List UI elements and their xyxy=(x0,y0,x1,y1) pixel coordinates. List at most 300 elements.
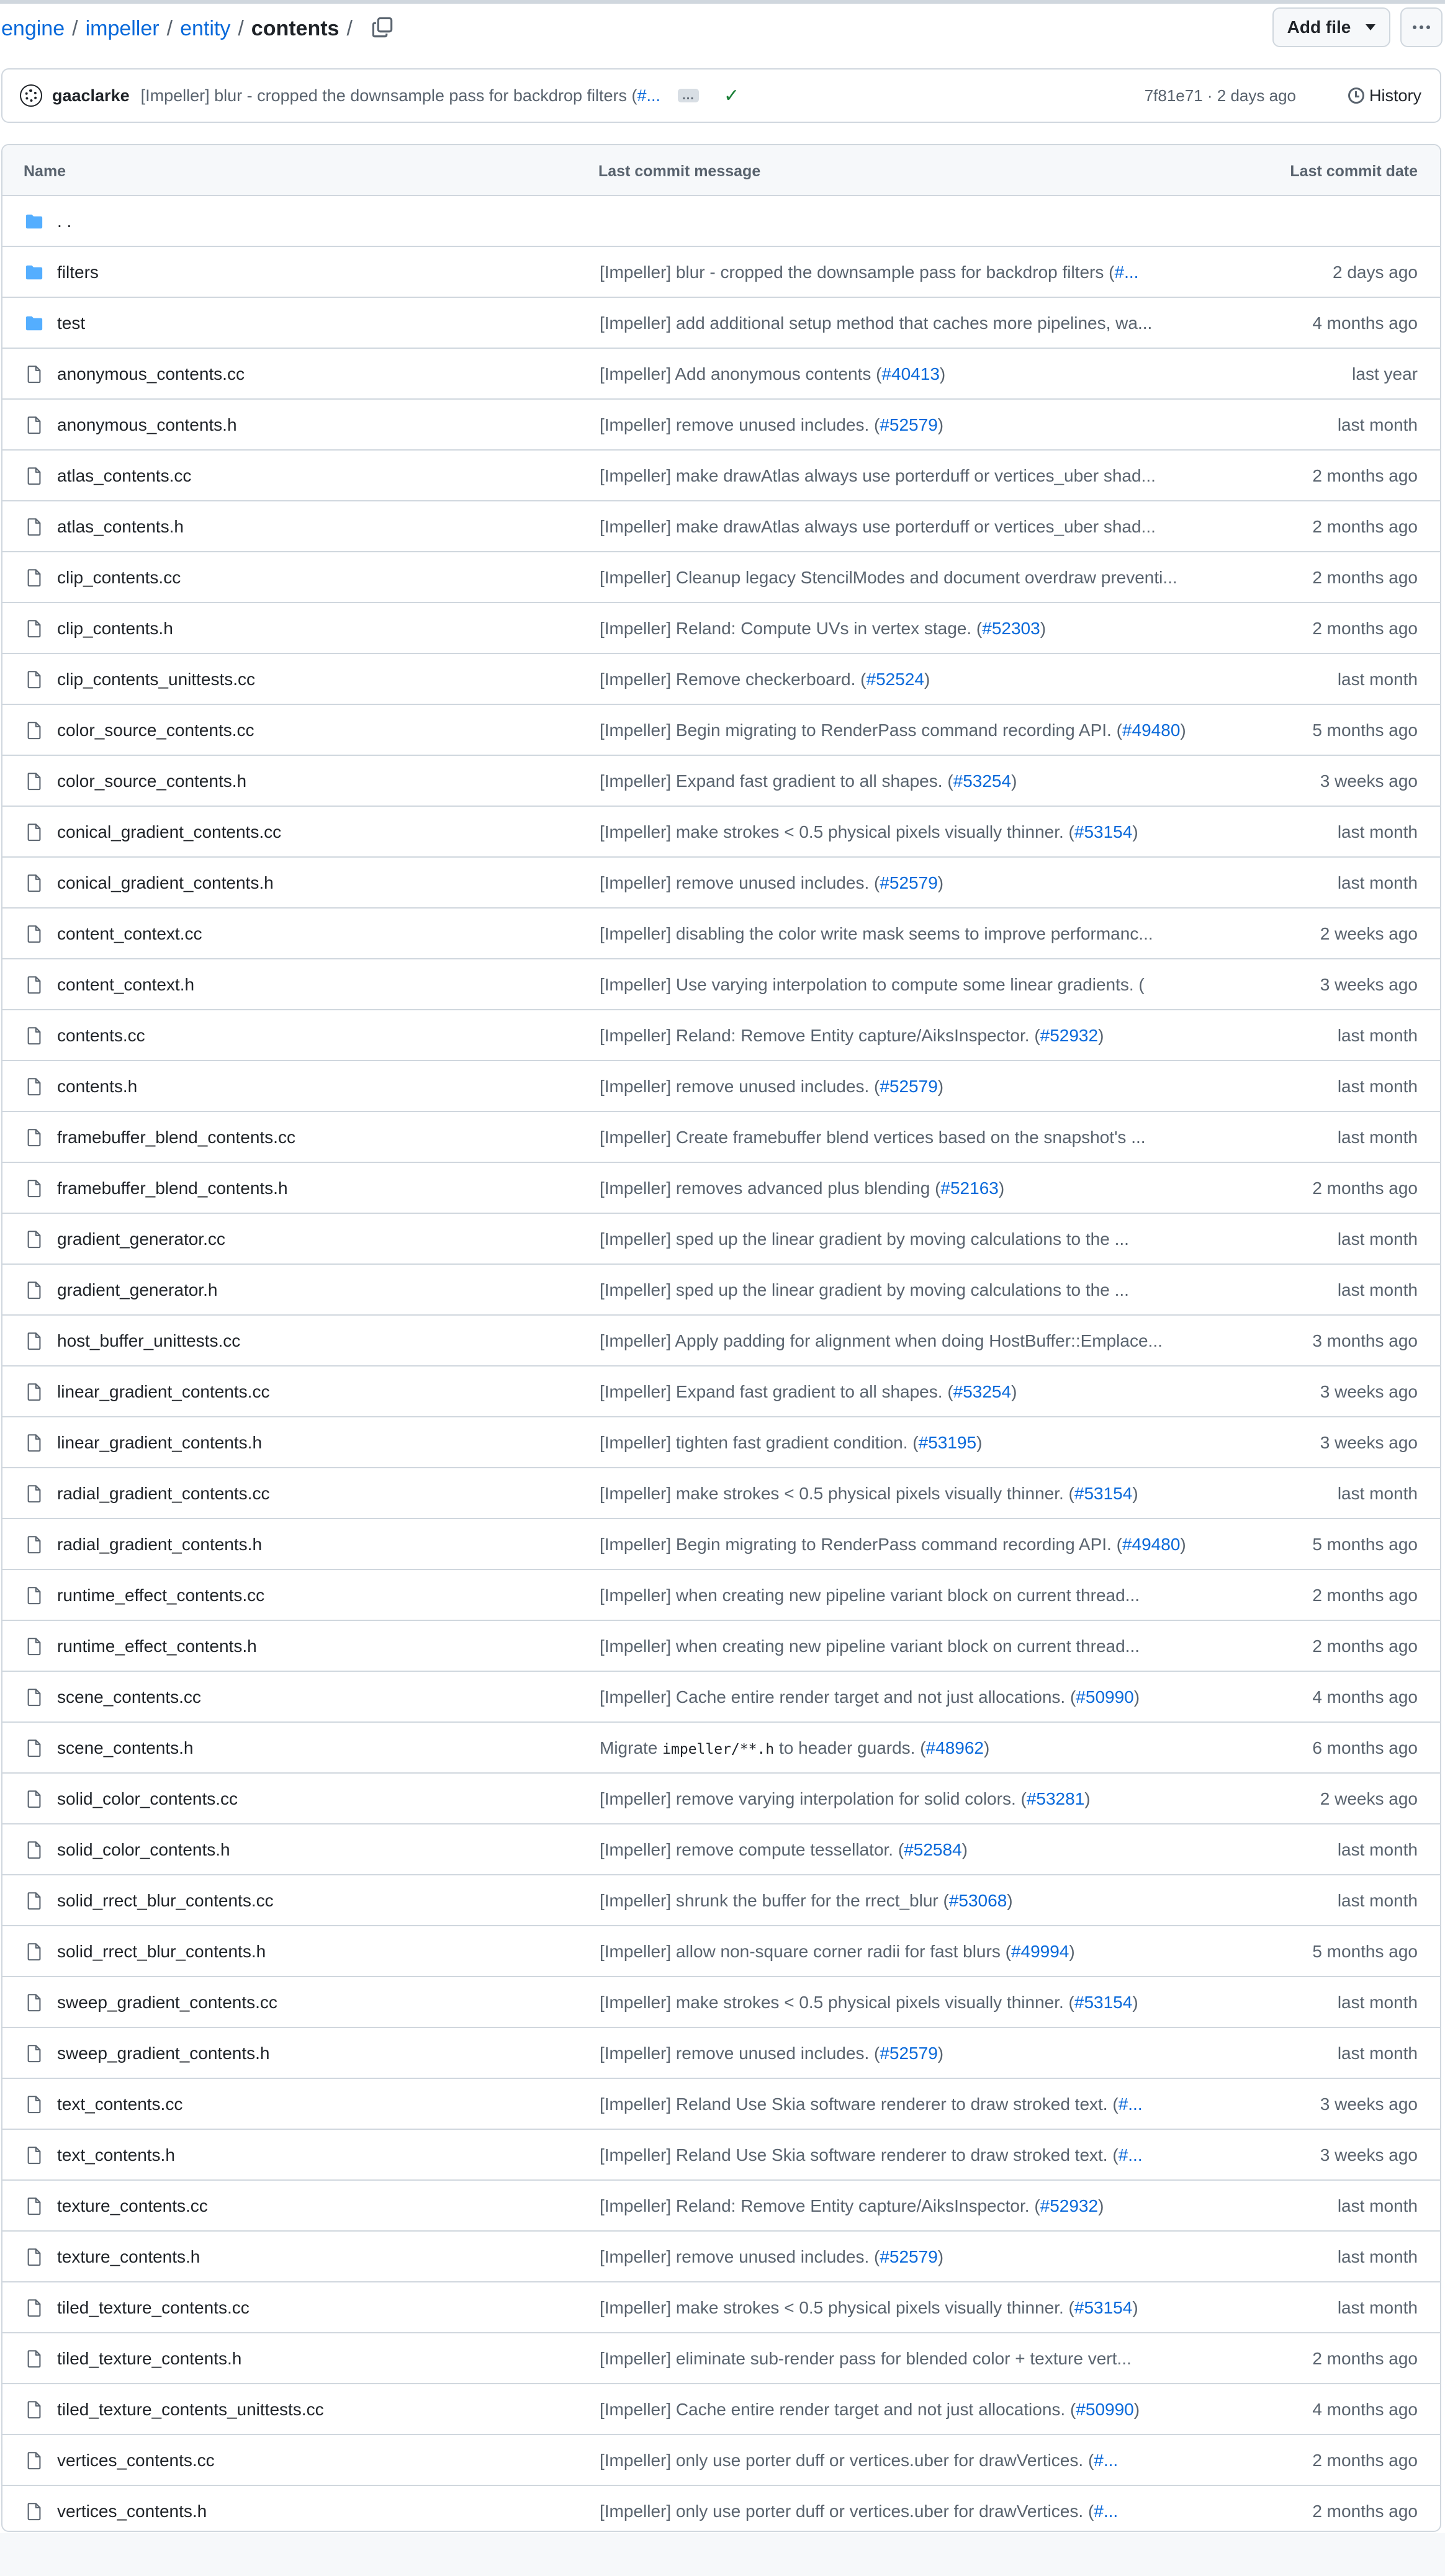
file-name-link[interactable]: gradient_generator.cc xyxy=(57,1229,225,1249)
commit-date[interactable]: 5 months ago xyxy=(1312,720,1418,740)
commit-message-text: ) xyxy=(1132,1993,1138,2012)
commit-message-text: [Impeller] disabling the color write mask seems to improve performanc... xyxy=(600,924,1153,943)
commit-date[interactable]: 4 months ago xyxy=(1312,313,1418,333)
file-name-link[interactable]: runtime_effect_contents.h xyxy=(57,1636,257,1656)
file-row[interactable] xyxy=(2,959,1440,1010)
file-name-link[interactable]: clip_contents_unittests.cc xyxy=(57,670,256,689)
breadcrumb-engine[interactable]: engine xyxy=(1,16,65,40)
file-name-link[interactable]: sweep_gradient_contents.h xyxy=(57,2044,270,2063)
directory-name-link[interactable]: test xyxy=(57,313,86,333)
pull-request-link[interactable]: #48962 xyxy=(925,1738,984,1757)
inline-code: impeller/**.h xyxy=(662,1741,775,1757)
file-name-link[interactable]: linear_gradient_contents.cc xyxy=(57,1382,270,1401)
file-icon xyxy=(25,1942,43,1961)
commit-message-link[interactable] xyxy=(600,466,1156,486)
commit-sha-date[interactable]: 7f81e71 · 2 days ago xyxy=(1144,86,1296,105)
commit-date[interactable]: last month xyxy=(1337,2247,1418,2266)
file-row[interactable] xyxy=(2,2333,1440,2384)
file-icon xyxy=(25,2044,43,2063)
file-row[interactable] xyxy=(2,909,1440,959)
folder-icon xyxy=(25,314,43,333)
file-row[interactable] xyxy=(2,1265,1440,1316)
commit-message-link[interactable] xyxy=(600,670,930,689)
commit-date[interactable]: 3 weeks ago xyxy=(1320,771,1418,791)
file-row[interactable] xyxy=(2,1672,1440,1723)
file-icon xyxy=(25,2400,43,2419)
commit-message-link[interactable] xyxy=(600,975,1145,995)
commit-date[interactable]: 2 months ago xyxy=(1312,517,1418,536)
commit-message-link[interactable] xyxy=(600,517,1156,537)
commit-message-text: ) xyxy=(1007,1891,1013,1910)
file-row[interactable] xyxy=(2,2232,1440,2282)
file-row[interactable] xyxy=(2,1112,1440,1163)
pull-request-link[interactable]: #53154 xyxy=(1074,1484,1133,1503)
file-name-link[interactable]: clip_contents.cc xyxy=(57,568,181,587)
commit-date[interactable]: 2 months ago xyxy=(1312,466,1418,485)
file-icon xyxy=(25,1179,43,1198)
file-row[interactable] xyxy=(2,2130,1440,2181)
file-name-link[interactable]: clip_contents.h xyxy=(57,619,173,638)
file-row[interactable] xyxy=(2,1316,1440,1367)
file-row[interactable] xyxy=(2,1214,1440,1265)
commit-date[interactable]: last month xyxy=(1337,1891,1418,1910)
commit-message-text: [Impeller] Cleanup legacy StencilModes and document overdraw preventi... xyxy=(600,568,1177,587)
file-icon xyxy=(25,1586,43,1605)
commit-date[interactable]: last month xyxy=(1337,415,1418,434)
commit-date[interactable]: last year xyxy=(1352,364,1418,384)
commit-date[interactable]: last month xyxy=(1337,2298,1418,2317)
commit-date[interactable]: 2 months ago xyxy=(1312,2349,1418,2368)
pull-request-link[interactable]: #52303 xyxy=(982,619,1040,638)
commit-message-link[interactable] xyxy=(600,1840,968,1860)
file-name-link[interactable]: tiled_texture_contents.h xyxy=(57,2349,242,2368)
file-icon xyxy=(25,721,43,740)
file-icon xyxy=(25,518,43,536)
file-row[interactable] xyxy=(2,1977,1440,2028)
pull-request-link[interactable]: #52584 xyxy=(904,1840,962,1859)
file-row[interactable] xyxy=(2,1570,1440,1621)
commit-message-text: [Impeller] removes advanced plus blending ( xyxy=(600,1178,941,1198)
pull-request-link[interactable]: #... xyxy=(1094,2502,1119,2521)
commit-message-link[interactable] xyxy=(600,2298,1138,2318)
commit-message-text: [Impeller] Expand fast gradient to all shapes. ( xyxy=(600,771,953,791)
file-name-link[interactable]: host_buffer_unittests.cc xyxy=(57,1331,241,1350)
commit-message-text: ) xyxy=(937,2044,944,2063)
commit-date[interactable]: last month xyxy=(1337,1484,1418,1503)
commit-message-link[interactable] xyxy=(600,1738,989,1758)
file-name-link[interactable]: framebuffer_blend_contents.h xyxy=(57,1178,288,1198)
pull-request-link[interactable]: #52524 xyxy=(866,670,924,689)
folder-icon xyxy=(25,212,43,231)
file-name-link[interactable]: runtime_effect_contents.cc xyxy=(57,1586,265,1605)
commit-date[interactable]: last month xyxy=(1337,873,1418,892)
pull-request-link[interactable]: #... xyxy=(1118,2094,1143,2114)
file-name-link[interactable]: solid_color_contents.cc xyxy=(57,1789,238,1808)
commit-date[interactable]: 3 weeks ago xyxy=(1320,2094,1418,2114)
commit-date[interactable]: 5 months ago xyxy=(1312,1942,1418,1961)
file-row[interactable] xyxy=(2,1774,1440,1824)
file-row[interactable] xyxy=(2,603,1440,654)
commit-message-link[interactable] xyxy=(600,313,1152,333)
file-name-link[interactable]: scene_contents.h xyxy=(57,1738,194,1757)
commit-date[interactable]: 2 weeks ago xyxy=(1320,1789,1418,1808)
pull-request-link[interactable]: #52579 xyxy=(880,2044,938,2063)
file-name-link[interactable]: vertices_contents.cc xyxy=(57,2451,215,2470)
file-row[interactable] xyxy=(2,705,1440,756)
commit-date[interactable]: 2 days ago xyxy=(1333,263,1418,282)
commit-date[interactable]: 2 months ago xyxy=(1312,1178,1418,1198)
file-name-link[interactable]: tiled_texture_contents_unittests.cc xyxy=(57,2400,324,2419)
commit-date[interactable]: 4 months ago xyxy=(1312,2400,1418,2419)
directory-row[interactable] xyxy=(2,298,1440,349)
commit-message-text: ) xyxy=(1132,2298,1138,2317)
commit-message-link[interactable] xyxy=(600,822,1138,842)
commit-message-text: [Impeller] when creating new pipeline variant block on current thread... xyxy=(600,1586,1140,1605)
file-row[interactable] xyxy=(2,2181,1440,2232)
file-name-link[interactable]: framebuffer_blend_contents.cc xyxy=(57,1128,295,1147)
commit-message-link[interactable] xyxy=(600,1586,1140,1605)
file-row[interactable] xyxy=(2,2486,1440,2532)
commit-date[interactable]: 6 months ago xyxy=(1312,1738,1418,1757)
commit-message-text: ) xyxy=(1098,2196,1104,2215)
file-name-link[interactable]: radial_gradient_contents.h xyxy=(57,1535,263,1554)
commit-message-link[interactable] xyxy=(600,873,943,893)
commit-date[interactable]: last month xyxy=(1337,1229,1418,1249)
commit-date[interactable]: 4 months ago xyxy=(1312,1687,1418,1707)
file-row[interactable] xyxy=(2,858,1440,909)
commit-date[interactable]: 2 months ago xyxy=(1312,2451,1418,2470)
file-name-link[interactable]: content_context.cc xyxy=(57,924,202,943)
commit-message-text: [Impeller] allow non-square corner radii for fast blurs ( xyxy=(600,1942,1011,1961)
commit-message-text: [Impeller] Begin migrating to RenderPass command recording API. ( xyxy=(600,720,1122,740)
file-name-link[interactable]: conical_gradient_contents.h xyxy=(57,873,274,892)
file-row[interactable] xyxy=(2,1621,1440,1672)
breadcrumb-current: contents xyxy=(251,16,340,40)
pull-request-link[interactable]: #52579 xyxy=(880,873,938,892)
commit-message-text: [Impeller] blur - cropped the downsample pass for backdrop filters ( xyxy=(600,263,1115,282)
file-name-link[interactable]: texture_contents.cc xyxy=(57,2196,208,2215)
file-icon xyxy=(25,1077,43,1096)
commit-message-text: [Impeller] Reland: Compute UVs in vertex stage. ( xyxy=(600,619,983,638)
file-row[interactable] xyxy=(2,1061,1440,1112)
commit-message-text: [Impeller] Remove checkerboard. ( xyxy=(600,670,867,689)
file-name-link[interactable]: text_contents.h xyxy=(57,2145,175,2165)
file-name-link[interactable]: atlas_contents.h xyxy=(57,517,184,536)
commit-message-text: [Impeller] Reland Use Skia software renderer to draw stroked text. ( xyxy=(600,2145,1119,2165)
file-name-link[interactable]: color_source_contents.h xyxy=(57,771,247,791)
commit-message-text: ) xyxy=(937,1077,944,1096)
commit-date[interactable]: 2 months ago xyxy=(1312,568,1418,587)
commit-message-link[interactable] xyxy=(600,1382,1017,1402)
avatar[interactable] xyxy=(20,84,42,107)
commit-date[interactable]: 5 months ago xyxy=(1312,1535,1418,1554)
commit-author[interactable]: gaaclarke xyxy=(52,86,130,105)
commit-date[interactable]: 2 months ago xyxy=(1312,1636,1418,1656)
file-row[interactable] xyxy=(2,451,1440,501)
file-row[interactable] xyxy=(2,1468,1440,1519)
commit-message-link[interactable] xyxy=(600,1178,1004,1198)
commit-message-text: [Impeller] when creating new pipeline variant block on current thread... xyxy=(600,1636,1140,1656)
commit-date[interactable]: 2 months ago xyxy=(1312,619,1418,638)
file-row[interactable] xyxy=(2,807,1440,858)
more-options-button[interactable] xyxy=(1400,7,1443,47)
pull-request-link[interactable]: #49480 xyxy=(1122,720,1181,740)
commit-message-text: [Impeller] sped up the linear gradient by moving calculations to the ... xyxy=(600,1229,1129,1249)
pull-request-link[interactable]: #53154 xyxy=(1074,1993,1133,2012)
pull-request-link[interactable]: #49994 xyxy=(1011,1942,1069,1961)
pull-request-link[interactable]: #50990 xyxy=(1076,2400,1134,2419)
commit-message-text: ) xyxy=(939,364,946,384)
commit-message-link[interactable]: #... xyxy=(637,86,661,105)
commit-message-text: [Impeller] remove unused includes. ( xyxy=(600,2247,880,2266)
commit-date[interactable]: 2 months ago xyxy=(1312,2502,1418,2521)
file-icon xyxy=(25,2299,43,2317)
commit-date[interactable]: last month xyxy=(1337,1840,1418,1859)
commit-date[interactable]: last month xyxy=(1337,670,1418,689)
add-file-button[interactable] xyxy=(1272,7,1390,47)
commit-message-text: [Impeller] make strokes < 0.5 physical pixels visually thinner. ( xyxy=(600,822,1074,841)
file-list xyxy=(2,196,1440,2532)
file-name-link[interactable]: scene_contents.cc xyxy=(57,1687,201,1707)
file-row[interactable] xyxy=(2,501,1440,552)
commit-message-link[interactable] xyxy=(600,1687,1140,1707)
file-name-link[interactable]: vertices_contents.h xyxy=(57,2502,207,2521)
parent-directory-link[interactable]: . . xyxy=(57,212,72,231)
file-icon xyxy=(25,1484,43,1503)
file-row[interactable] xyxy=(2,1824,1440,1875)
commit-message-link[interactable] xyxy=(600,415,943,435)
file-name-link[interactable]: sweep_gradient_contents.cc xyxy=(57,1993,277,2012)
commit-message-link[interactable] xyxy=(600,568,1177,588)
commit-message-link[interactable] xyxy=(600,1484,1138,1504)
pull-request-link[interactable]: #52579 xyxy=(880,415,938,434)
file-name-link[interactable]: text_contents.cc xyxy=(57,2094,183,2114)
commit-date[interactable]: 3 weeks ago xyxy=(1320,1382,1418,1401)
file-icon xyxy=(25,1230,43,1249)
commit-message-link[interactable] xyxy=(600,2145,1143,2165)
file-name-link[interactable]: solid_rrect_blur_contents.h xyxy=(57,1942,266,1961)
parent-directory-row[interactable] xyxy=(2,196,1440,247)
file-row[interactable] xyxy=(2,1367,1440,1417)
commit-message-link[interactable] xyxy=(600,2502,1118,2521)
pull-request-link[interactable]: #52932 xyxy=(1040,1026,1099,1045)
file-row[interactable] xyxy=(2,1519,1440,1570)
pull-request-link[interactable]: #53154 xyxy=(1074,2298,1133,2317)
commit-message-link[interactable] xyxy=(600,1229,1129,1249)
commit-message-link[interactable] xyxy=(600,1026,1104,1046)
file-row[interactable] xyxy=(2,349,1440,400)
pull-request-link[interactable]: #49480 xyxy=(1122,1535,1181,1554)
history-label: History xyxy=(1369,86,1421,105)
expand-commit-button[interactable]: ... xyxy=(678,89,699,102)
commit-date[interactable]: last month xyxy=(1337,2196,1418,2215)
commit-message-link[interactable] xyxy=(600,263,1138,282)
commit-message-link[interactable] xyxy=(600,1280,1129,1300)
commit-message-text: [Impeller] only use porter duff or vertices.uber for drawVertices. ( xyxy=(600,2502,1094,2521)
file-name-link[interactable]: linear_gradient_contents.h xyxy=(57,1433,263,1452)
pull-request-link[interactable]: #53195 xyxy=(918,1433,977,1452)
commit-date[interactable]: last month xyxy=(1337,2044,1418,2063)
commit-message-text: [Impeller] tighten fast gradient condition. ( xyxy=(600,1433,919,1452)
pull-request-link[interactable]: #53254 xyxy=(953,1382,1012,1401)
commit-message-text: ) xyxy=(1133,1687,1140,1707)
commit-date[interactable]: last month xyxy=(1337,1993,1418,2012)
file-name-link[interactable]: solid_rrect_blur_contents.cc xyxy=(57,1891,274,1910)
commit-message-link[interactable] xyxy=(600,2247,943,2267)
file-name-link[interactable]: color_source_contents.cc xyxy=(57,720,254,740)
file-icon xyxy=(25,467,43,485)
commit-message-link[interactable] xyxy=(600,2400,1140,2420)
commit-message-text: [Impeller] shrunk the buffer for the rrect_blur ( xyxy=(600,1891,949,1910)
commit-message-link[interactable] xyxy=(600,1077,943,1097)
check-status-icon[interactable]: ✓ xyxy=(724,85,740,106)
file-row[interactable] xyxy=(2,1010,1440,1061)
commit-message-text: ) xyxy=(1084,1789,1091,1808)
commit-date[interactable]: 3 months ago xyxy=(1312,1331,1418,1350)
file-row[interactable] xyxy=(2,400,1440,451)
directory-row[interactable] xyxy=(2,247,1440,298)
commit-message-link[interactable] xyxy=(600,1891,1013,1911)
commit-message-link[interactable] xyxy=(600,1636,1140,1656)
file-row[interactable] xyxy=(2,552,1440,603)
commit-message-link[interactable] xyxy=(600,1433,982,1453)
file-icon xyxy=(25,1892,43,1910)
file-row[interactable] xyxy=(2,1723,1440,1774)
breadcrumb-trailing-separator: / xyxy=(346,16,353,40)
file-row[interactable] xyxy=(2,1163,1440,1214)
pull-request-link[interactable]: #... xyxy=(1094,2451,1119,2470)
file-row[interactable] xyxy=(2,1926,1440,1977)
commit-date[interactable]: last month xyxy=(1337,1026,1418,1045)
commit-message-link[interactable] xyxy=(600,1993,1138,2013)
file-name-link[interactable]: contents.cc xyxy=(57,1026,145,1045)
commit-message-link[interactable] xyxy=(600,1331,1163,1351)
file-icon xyxy=(25,1026,43,1045)
commit-message-text: [Impeller] remove unused includes. ( xyxy=(600,415,880,434)
commit-date[interactable]: 2 months ago xyxy=(1312,1586,1418,1605)
commit-message-link[interactable] xyxy=(600,364,945,384)
file-name-link[interactable]: gradient_generator.h xyxy=(57,1280,218,1299)
folder-icon xyxy=(25,263,43,282)
commit-message-link[interactable] xyxy=(600,619,1046,639)
file-name-link[interactable]: conical_gradient_contents.cc xyxy=(57,822,282,841)
file-row[interactable] xyxy=(2,2384,1440,2435)
file-name-link[interactable]: content_context.h xyxy=(57,975,195,994)
breadcrumb-separator: / xyxy=(238,16,244,40)
file-icon xyxy=(25,2146,43,2165)
commit-date[interactable]: 2 weeks ago xyxy=(1320,924,1418,943)
file-row[interactable] xyxy=(2,654,1440,705)
commit-message-link[interactable] xyxy=(600,924,1153,944)
file-icon xyxy=(25,619,43,638)
file-row[interactable] xyxy=(2,2282,1440,2333)
file-row[interactable] xyxy=(2,2079,1440,2130)
commit-date[interactable]: 3 weeks ago xyxy=(1320,2145,1418,2165)
pull-request-link[interactable]: #53068 xyxy=(948,1891,1007,1910)
file-name-link[interactable]: tiled_texture_contents.cc xyxy=(57,2298,250,2317)
commit-message-link[interactable] xyxy=(600,720,1186,740)
commit-date[interactable]: last month xyxy=(1337,822,1418,841)
commit-message-text: ) xyxy=(1040,619,1047,638)
file-icon xyxy=(25,1281,43,1299)
file-icon xyxy=(25,2349,43,2368)
file-icon xyxy=(25,823,43,841)
pull-request-link[interactable]: #52579 xyxy=(880,2247,938,2266)
commit-message-text: [Impeller] remove unused includes. ( xyxy=(600,2044,880,2063)
commit-message-text: [Impeller] make drawAtlas always use porterduff or vertices_uber shad... xyxy=(600,517,1156,536)
commit-message-link[interactable] xyxy=(600,1942,1075,1962)
commit-message-text: ) xyxy=(1011,1382,1017,1401)
pull-request-link[interactable]: #... xyxy=(1114,263,1139,282)
commit-date[interactable]: 3 weeks ago xyxy=(1320,1433,1418,1452)
commit-message-link[interactable] xyxy=(600,2044,943,2063)
commit-message-link[interactable] xyxy=(600,2094,1143,2114)
file-name-link[interactable]: solid_color_contents.h xyxy=(57,1840,230,1859)
breadcrumb-impeller[interactable]: impeller xyxy=(85,16,160,40)
pull-request-link[interactable]: #53154 xyxy=(1074,822,1133,841)
commit-message-text: ) xyxy=(924,670,930,689)
commit-message[interactable] xyxy=(141,86,660,105)
history-button[interactable] xyxy=(1348,86,1421,105)
commit-date[interactable]: last month xyxy=(1337,1128,1418,1147)
commit-message-link[interactable] xyxy=(600,2196,1104,2216)
directory-name-link[interactable]: filters xyxy=(57,263,99,282)
file-row[interactable] xyxy=(2,756,1440,807)
commit-message-text: ) xyxy=(998,1178,1005,1198)
file-icon xyxy=(25,1434,43,1452)
commit-message-link[interactable] xyxy=(600,1128,1146,1147)
breadcrumb xyxy=(1,11,396,46)
copy-path-button[interactable] xyxy=(371,16,396,41)
pull-request-link[interactable]: #53254 xyxy=(953,771,1012,791)
commit-message-link[interactable] xyxy=(600,2451,1118,2471)
pull-request-link[interactable]: #40413 xyxy=(881,364,940,384)
pull-request-link[interactable]: #52579 xyxy=(880,1077,938,1096)
file-name-link[interactable]: contents.h xyxy=(57,1077,138,1096)
file-row[interactable] xyxy=(2,1875,1440,1926)
file-name-link[interactable]: atlas_contents.cc xyxy=(57,466,192,485)
pull-request-link[interactable]: #52163 xyxy=(940,1178,999,1198)
pull-request-link[interactable]: #... xyxy=(1118,2145,1143,2165)
pull-request-link[interactable]: #50990 xyxy=(1076,1687,1134,1707)
commit-message-link[interactable] xyxy=(600,1789,1091,1809)
file-name-link[interactable]: radial_gradient_contents.cc xyxy=(57,1484,270,1503)
file-row[interactable] xyxy=(2,2028,1440,2079)
commit-message-link[interactable] xyxy=(600,1535,1186,1555)
commit-date[interactable]: last month xyxy=(1337,1077,1418,1096)
commit-date[interactable]: last month xyxy=(1337,1280,1418,1299)
file-row[interactable] xyxy=(2,1417,1440,1468)
commit-date[interactable]: 3 weeks ago xyxy=(1320,975,1418,994)
clock-icon xyxy=(1348,88,1364,104)
pull-request-link[interactable]: #52932 xyxy=(1040,2196,1099,2215)
pull-request-link[interactable]: #53281 xyxy=(1026,1789,1085,1808)
file-name-link[interactable]: texture_contents.h xyxy=(57,2247,200,2266)
commit-message-text: ) xyxy=(1180,1535,1186,1554)
breadcrumb-separator: / xyxy=(72,16,78,40)
table-header xyxy=(2,145,1440,196)
file-icon xyxy=(25,1383,43,1401)
breadcrumb-entity[interactable]: entity xyxy=(180,16,231,40)
commit-message-link[interactable] xyxy=(600,2349,1132,2369)
commit-message-text: [Impeller] Add anonymous contents ( xyxy=(600,364,882,384)
commit-message-link[interactable] xyxy=(600,771,1017,791)
file-name-link[interactable]: anonymous_contents.h xyxy=(57,415,237,434)
file-name-link[interactable]: anonymous_contents.cc xyxy=(57,364,245,384)
commit-message-text: ) xyxy=(1132,1484,1138,1503)
file-row[interactable] xyxy=(2,2435,1440,2486)
commit-message-text: [Impeller] Expand fast gradient to all shapes. ( xyxy=(600,1382,953,1401)
